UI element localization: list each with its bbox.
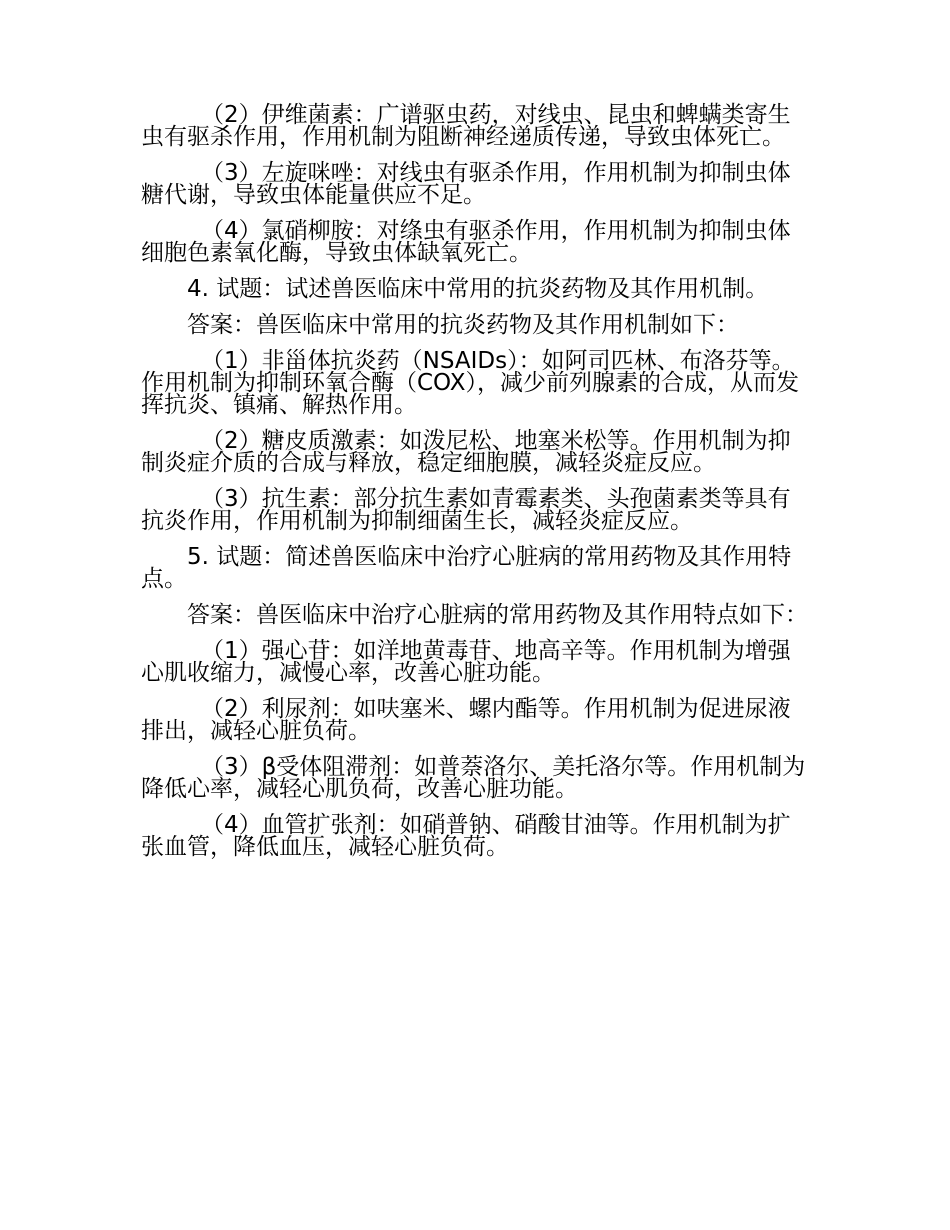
answer-item-nsaids: （1）非甾体抗炎药（NSAIDs）：如阿司匹林、布洛芬等。作用机制为抑制环氧合酶（COX），减少前列腺素的合成，从而发挥抗炎、镇痛、解热作用。: [141, 348, 799, 418]
question-5: 5. 试题：简述兽医临床中治疗心脏病的常用药物及其作用特点。: [141, 544, 792, 592]
document-body: [141, 104, 813, 872]
answer-item-diuretics: （2）利尿剂：如呋塞米、螺内酯等。作用机制为促进尿液排出，减轻心脏负荷。: [141, 696, 791, 744]
answer-4-intro: 答案：兽医临床中常用的抗炎药物及其作用机制如下：: [187, 312, 739, 338]
answer-item-niclosamide: （4）氯硝柳胺：对绦虫有驱杀作用，作用机制为抑制虫体细胞色素氧化酶，导致虫体缺氧死亡。: [141, 218, 791, 266]
answer-5-intro: 答案：兽医临床中治疗心脏病的常用药物及其作用特点如下：: [187, 602, 808, 628]
answer-item-antibiotics: （3）抗生素：部分抗生素如青霉素类、头孢菌素类等具有抗炎作用，作用机制为抑制细菌生长，减轻炎症反应。: [141, 486, 791, 534]
answer-item-vasodilators: （4）血管扩张剂：如硝普钠、硝酸甘油等。作用机制为扩张血管，降低血压，减轻心脏负荷。: [141, 812, 791, 860]
answer-item-cardiac-glycosides: （1）强心苷：如洋地黄毒苷、地高辛等。作用机制为增强心肌收缩力，减慢心率，改善心脏功能。: [141, 638, 791, 686]
answer-item-ivermectin: （2）伊维菌素：广谱驱虫药，对线虫、昆虫和蜱螨类寄生虫有驱杀作用，作用机制为阻断神经递质传递，导致虫体死亡。: [141, 102, 791, 150]
answer-item-beta-blockers: （3）β受体阻滞剂：如普萘洛尔、美托洛尔等。作用机制为降低心率，减轻心肌负荷，改善心脏功能。: [141, 754, 806, 802]
answer-item-levamisole: （3）左旋咪唑：对线虫有驱杀作用，作用机制为抑制虫体糖代谢，导致虫体能量供应不足。: [141, 160, 791, 208]
answer-item-glucocorticoids: （2）糖皮质激素：如泼尼松、地塞米松等。作用机制为抑制炎症介质的合成与释放，稳定细胞膜，减轻炎症反应。: [141, 428, 791, 476]
question-4: 4. 试题：试述兽医临床中常用的抗炎药物及其作用机制。: [187, 276, 769, 302]
